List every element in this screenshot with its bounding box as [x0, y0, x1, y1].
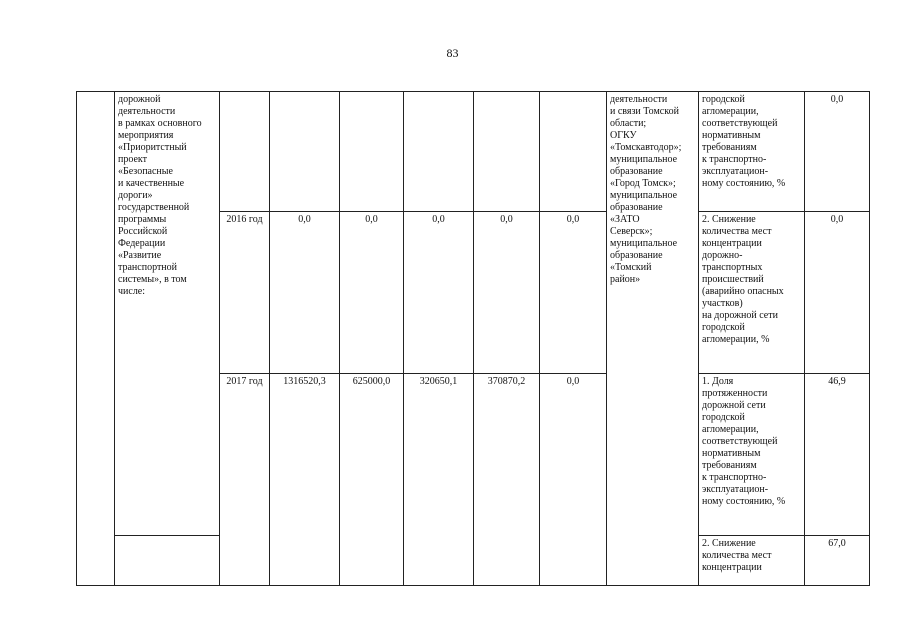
year-cell	[220, 92, 270, 212]
total-cell	[270, 92, 340, 212]
indicator-value: 0,0	[805, 92, 870, 212]
regional-cell: 320650,1	[404, 374, 474, 586]
responsible-cell: деятельности и связи Томской области; ОГКУ «Томскавтодор»; муниципальное образование «Город Томск»; муниципальное образование «ЗАТО Северск»; муниципальное образование «Томский район»	[607, 92, 699, 586]
federal-cell: 625000,0	[340, 374, 404, 586]
total-cell: 0,0	[270, 212, 340, 374]
page-number: 83	[446, 46, 459, 60]
category-cell: дорожной деятельности в рамках основного мероприятия «Приоритстный проект «Безопасные и качественные дороги» государственной программы Российской Федерации «Развитие транспортной системы», в том числе:	[115, 92, 220, 536]
indicator-cell: 1. Доля протяженности дорожной сети городской агломерации, соответствующей нормативным требованиям к транспортно- эксплуатацион- ному состоянию, %	[699, 374, 805, 536]
index-cell	[77, 92, 115, 586]
table-row	[77, 92, 870, 212]
local-cell	[474, 92, 540, 212]
category-cell	[115, 536, 220, 586]
indicator-value: 46,9	[805, 374, 870, 536]
other-cell: 0,0	[540, 212, 607, 374]
regional-cell: 0,0	[404, 212, 474, 374]
other-cell: 0,0	[540, 374, 607, 586]
year-cell: 2017 год	[220, 374, 270, 586]
regional-cell	[404, 92, 474, 212]
other-cell	[540, 92, 607, 212]
funding-table	[76, 91, 870, 586]
federal-cell: 0,0	[340, 212, 404, 374]
local-cell: 0,0	[474, 212, 540, 374]
indicator-cell: городской агломерации, соответствующей нормативным требованиям к транспортно- эксплуатацион- ному состоянию, %	[699, 92, 805, 212]
indicator-value: 67,0	[805, 536, 870, 586]
year-cell: 2016 год	[220, 212, 270, 374]
indicator-cell: 2. Снижение количества мест концентрации дорожно- транспортных происшествий (аварийно опасных участков) на дорожной сети городской агломерации, %	[699, 212, 805, 374]
indicator-value: 0,0	[805, 212, 870, 374]
federal-cell	[340, 92, 404, 212]
local-cell: 370870,2	[474, 374, 540, 586]
indicator-cell: 2. Снижение количества мест концентрации	[699, 536, 805, 586]
total-cell: 1316520,3	[270, 374, 340, 586]
